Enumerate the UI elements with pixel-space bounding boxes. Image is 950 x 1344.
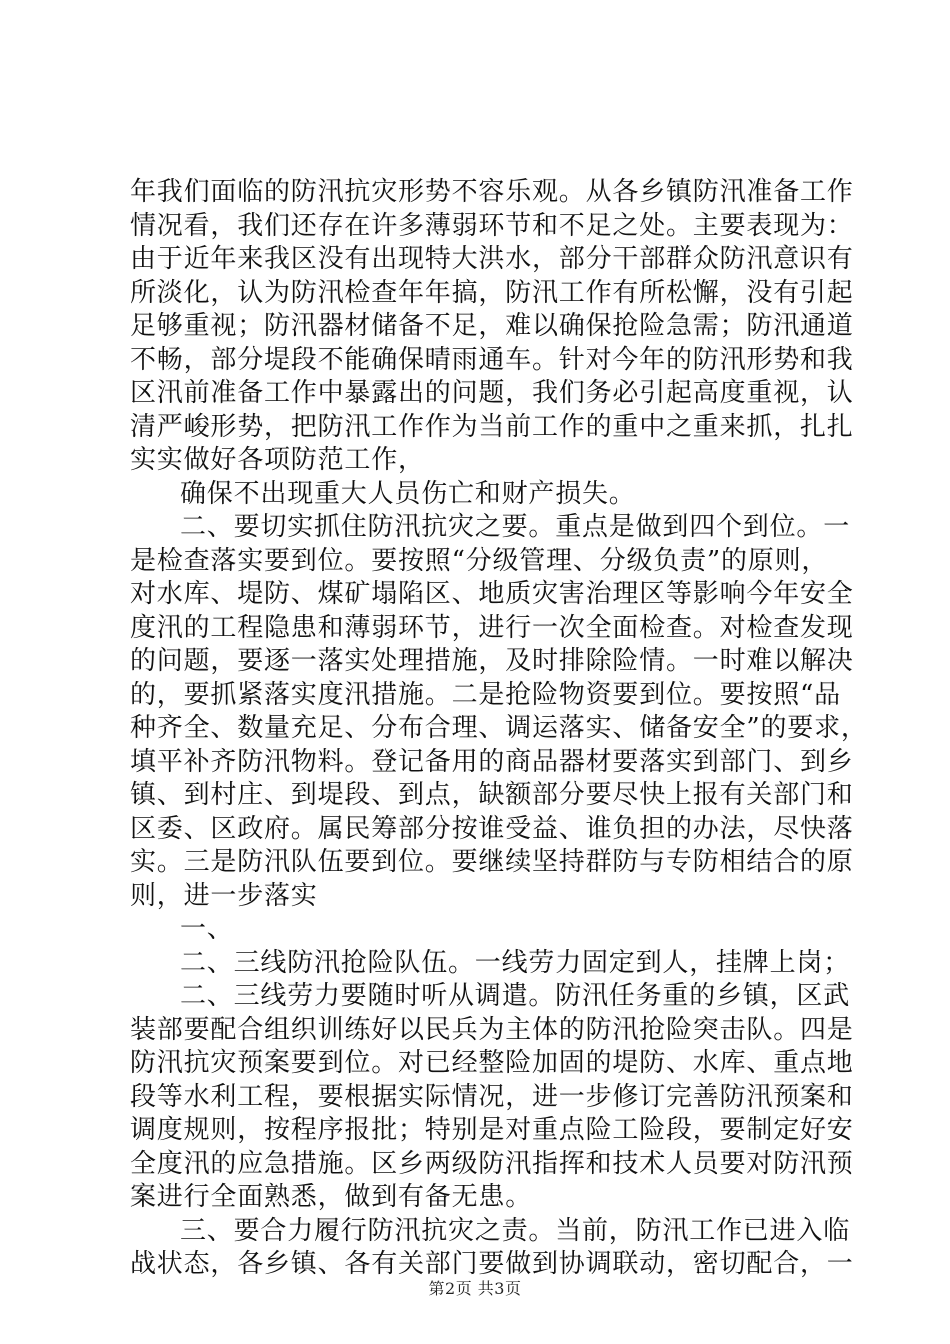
- text-line: 不畅，部分堤段不能确保晴雨通车。针对今年的防汛形势和我: [130, 344, 854, 375]
- text-line: 调度规则，按程序报批；特别是对重点险工险段，要制定好安: [130, 1115, 854, 1145]
- text-line: 镇、到村庄、到堤段、到点，缺额部分要尽快上报有关部门和: [130, 780, 854, 810]
- text-line: 二、三线劳力要随时听从调遣。防汛任务重的乡镇，区武: [180, 981, 851, 1011]
- text-line: 填平补齐防汛物料。登记备用的商品器材要落实到部门、到乡: [130, 746, 854, 777]
- text-line: 种齐全、数量充足、分布合理、调运落实、储备安全”的要求，: [130, 713, 868, 743]
- text-line: 足够重视；防汛器材储备不足，难以确保抢险急需；防汛通道: [130, 311, 854, 341]
- document-body: [130, 176, 868, 1282]
- text-line: 三、要合力履行防汛抗灾之责。当前，防汛工作已进入临: [180, 1215, 851, 1246]
- text-line: 度汛的工程隐患和薄弱环节，进行一次全面检查。对检查发现: [130, 612, 854, 643]
- text-line: 是检查落实要到位。要按照“分级管理、分级负责”的原则，: [130, 545, 829, 576]
- text-line: 全度汛的应急措施。区乡两级防汛指挥和技术人员要对防汛预: [130, 1148, 854, 1179]
- text-line: 由于近年来我区没有出现特大洪水，部分干部群众防汛意识有: [130, 244, 854, 274]
- text-line: 所淡化，认为防汛检查年年搞，防汛工作有所松懈，没有引起: [130, 277, 854, 308]
- page-footer: [0, 1276, 950, 1299]
- text-line: 段等水利工程，要根据实际情况，进一步修订完善防汛预案和: [130, 1081, 854, 1112]
- text-line: 战状态，各乡镇、各有关部门要做到协调联动，密切配合，一: [130, 1249, 854, 1279]
- text-line: 的问题，要逐一落实处理措施，及时排除险情。一时难以解决: [130, 646, 854, 676]
- text-line: 二、三线防汛抢险队伍。一线劳力固定到人，挂牌上岗；: [180, 947, 851, 978]
- text-line: 对水库、堤防、煤矿塌陷区、地质灾害治理区等影响今年安全: [130, 579, 854, 609]
- text-line: 则，进一步落实: [130, 880, 318, 911]
- text-line: 确保不出现重大人员伤亡和财产损失。: [180, 478, 636, 509]
- text-line: 情况看，我们还存在许多薄弱环节和不足之处。主要表现为：: [130, 210, 854, 241]
- text-line: 装部要配合组织训练好以民兵为主体的防汛抢险突击队。四是: [130, 1014, 854, 1045]
- page-number: 第2页 共3页: [428, 1279, 522, 1298]
- text-line: 防汛抗灾预案要到位。对已经整险加固的堤防、水库、重点地: [130, 1048, 854, 1078]
- text-line: 案进行全面熟悉，做到有备无患。: [130, 1182, 533, 1212]
- text-line: 年我们面临的防汛抗灾形势不容乐观。从各乡镇防汛准备工作: [130, 177, 854, 207]
- text-line: 区汛前准备工作中暴露出的问题，我们务必引起高度重视，认: [130, 378, 854, 408]
- text-line: 实实做好各项防范工作，: [130, 445, 425, 475]
- text-line: 区委、区政府。属民筹部分按谁受益、谁负担的办法，尽快落: [130, 813, 854, 844]
- text-line: 的，要抓紧落实度汛措施。二是抢险物资要到位。要按照“品: [130, 679, 841, 710]
- text-line: 实。三是防汛队伍要到位。要继续坚持群防与专防相结合的原: [130, 847, 854, 877]
- text-line: 二、要切实抓住防汛抗灾之要。重点是做到四个到位。一: [180, 512, 851, 542]
- text-line: 一、: [180, 914, 234, 944]
- text-line: 清严峻形势，把防汛工作作为当前工作的重中之重来抓，扎扎: [130, 411, 854, 442]
